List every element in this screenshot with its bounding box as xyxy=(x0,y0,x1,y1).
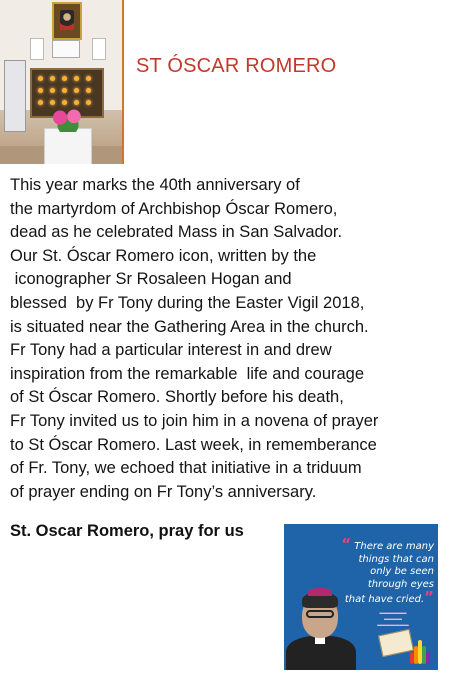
quote-line: through eyes xyxy=(367,578,434,590)
body-line: Fr Tony invited us to join him in a novena of prayer xyxy=(10,411,379,430)
romero-icon-frame xyxy=(52,2,82,40)
portrait-icon xyxy=(286,588,356,670)
body-line: inspiration from the remarkable life and courage xyxy=(10,364,365,383)
body-line: is situated near the Gathering Area in the church. xyxy=(10,317,369,336)
closing-prayer: St. Oscar Romero, pray for us xyxy=(10,522,244,540)
body-line: of St Óscar Romero. Shortly before his death, xyxy=(10,388,344,407)
quote-card-image xyxy=(284,524,438,670)
body-line: the martyrdom of Archbishop Óscar Romero, xyxy=(10,199,338,218)
photo-side-panel-right xyxy=(92,38,106,60)
book-icon xyxy=(378,629,414,657)
body-line: iconographer Sr Rosaleen Hogan and xyxy=(10,270,292,289)
body-line: to St Óscar Romero. Last week, in rememberance xyxy=(10,435,377,454)
photo-display-case xyxy=(4,60,26,132)
body-line: blessed by Fr Tony during the Easter Vigil 2018, xyxy=(10,293,365,312)
shrine-photo xyxy=(0,0,122,164)
photo-border xyxy=(122,0,124,164)
photo-side-panel-left xyxy=(30,38,44,60)
photo-table xyxy=(44,128,92,164)
flowers-icon xyxy=(48,108,88,132)
logo-icon xyxy=(410,636,432,664)
body-line: Our St. Óscar Romero icon, written by the xyxy=(10,246,317,265)
body-line: dead as he celebrated Mass in San Salvador. xyxy=(10,223,343,242)
quote-line: things that can xyxy=(358,553,434,565)
open-quote-mark: “ xyxy=(341,535,352,553)
quote-line: that have cried. xyxy=(344,594,425,605)
photo-plaque xyxy=(52,40,80,58)
page-title: ST ÓSCAR ROMERO xyxy=(136,55,337,77)
close-quote-mark: ” xyxy=(424,588,434,606)
body-line: of prayer ending on Fr Tony’s anniversary. xyxy=(10,482,317,501)
article-body xyxy=(10,174,446,504)
quote-line: only be seen xyxy=(370,566,434,577)
body-line: of Fr. Tony, we echoed that initiative in a triduum xyxy=(10,459,362,478)
attribution-text: ▬▬▬▬▬▬ ▬▬▬▬ ▬▬▬▬▬▬▬ xyxy=(377,610,409,627)
body-line: Fr Tony had a particular interest in and drew xyxy=(10,341,332,360)
quote-line: There are many xyxy=(354,541,434,552)
body-line: This year marks the 40th anniversary of xyxy=(10,176,300,194)
